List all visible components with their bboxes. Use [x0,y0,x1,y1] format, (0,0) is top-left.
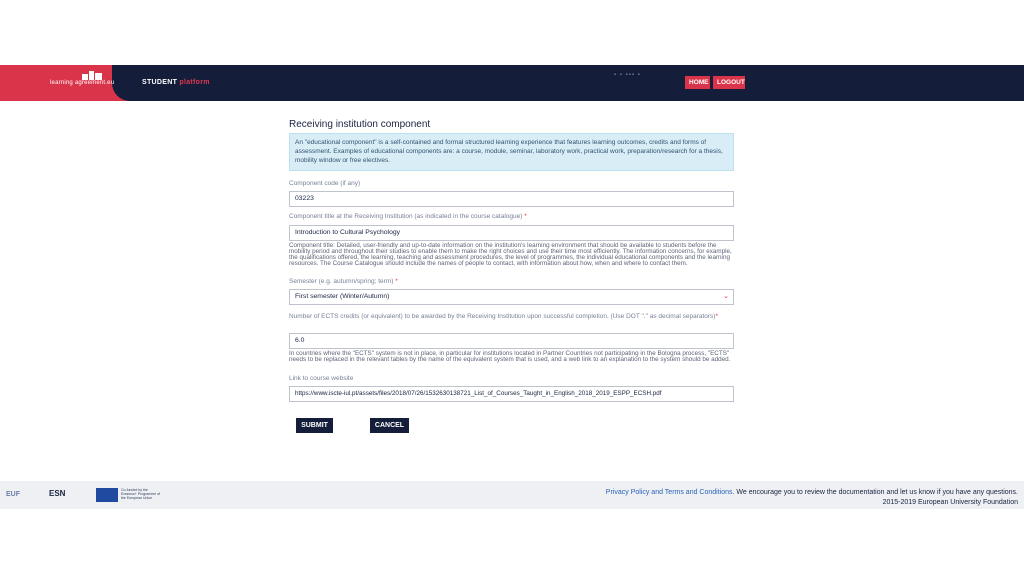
semester-label [289,278,398,285]
privacy-terms-link[interactable]: Privacy Policy and Terms and Conditions. [605,489,735,496]
chevron-down-icon[interactable]: ⌄ [723,293,729,300]
course-link-label: Link to course website [289,375,354,382]
semester-value: First semester (Winter/Autumn) [295,293,390,300]
component-title-label [289,213,527,220]
brand-title [142,79,210,86]
submit-button[interactable]: SUBMIT [296,418,333,433]
component-code-input[interactable]: 03223 [289,191,734,207]
home-button[interactable]: HOME [685,76,710,89]
esn-logo[interactable]: ESN [49,489,66,498]
eu-cofunded-text: Co-funded by the Erasmus+ Programme of the European Union [121,488,160,500]
euf-logo[interactable]: EUF [6,491,20,498]
component-title-help: Component title: Detailed, user-friendly and up-to-date information on the institution's learning environment that should be available to students before the mobility period and throughout their studies to enable them to make the right choices and use their time most efficiently. The information concerns, for example, the qualifications offered, the learning, teaching and assessment procedures, the level of programmes, the individual educational components and the learning resources. The Course Catalogue should include the names of people to contact, with information about how, when and where to contact them. [289,242,732,267]
logo-text[interactable]: learning agreement.eu [50,80,115,86]
brand-accent: platform [179,79,210,86]
ects-help: In countries where the "ECTS" system is not in place, in particular for institutions located in Partner Countries not participating in the Bologna process, "ECTS" needs to be replaced in the relevant tables by the name of the equivalent system that is used, and a web link to an explanation to the system should be added. [289,350,731,363]
ects-label [289,312,734,321]
brand-main: STUDENT [142,79,178,86]
ects-label-text: Number of ECTS credits (or equivalent) to be awarded by the Receiving Institution upon successful completion. (Use DOT "." as decimal separators) [289,313,716,320]
required-mark: * [524,213,527,220]
component-title-label-text: Component title at the Receiving Institution (as indicated in the course catalogue) [289,213,523,220]
header-dots: ▪ ▪ ▪▪▪ ▪ [614,72,641,78]
footer-copyright: 2015-2019 European University Foundation [882,499,1018,506]
component-title-input[interactable]: Introduction to Cultural Psychology [289,225,734,241]
info-box: An "educational component" is a self-contained and formal structured learning experience that features learning outcomes, credits and forms of assessment. Examples of educational components are: a course, module, seminar, laboratory work, practical work, preparation/research for a thesis, mobility window or free electives. [289,133,734,171]
component-code-label: Component code (if any) [289,180,361,187]
ects-input[interactable]: 6.0 [289,333,734,349]
footer-message-text: We encourage you to review the documentation and let us know if you have any questions. [734,489,1018,496]
eu-flag-icon [96,488,118,502]
semester-label-text: Semester (e.g. autumn/spring; term) [289,278,394,285]
footer-message [606,489,1018,496]
logout-button[interactable]: LOGOUT [713,76,745,89]
cancel-button[interactable]: CANCEL [370,418,409,433]
page-title: Receiving institution component [289,119,431,130]
required-mark: * [715,313,718,320]
required-mark: * [395,278,398,285]
semester-select[interactable] [289,289,734,305]
course-link-input[interactable]: https://www.iscte-iul.pt/assets/files/2018/07/26/1532630138721_List_of_Courses_Taught_in_English_2018_2019_ESPP_ECSH.pdf [289,386,734,402]
